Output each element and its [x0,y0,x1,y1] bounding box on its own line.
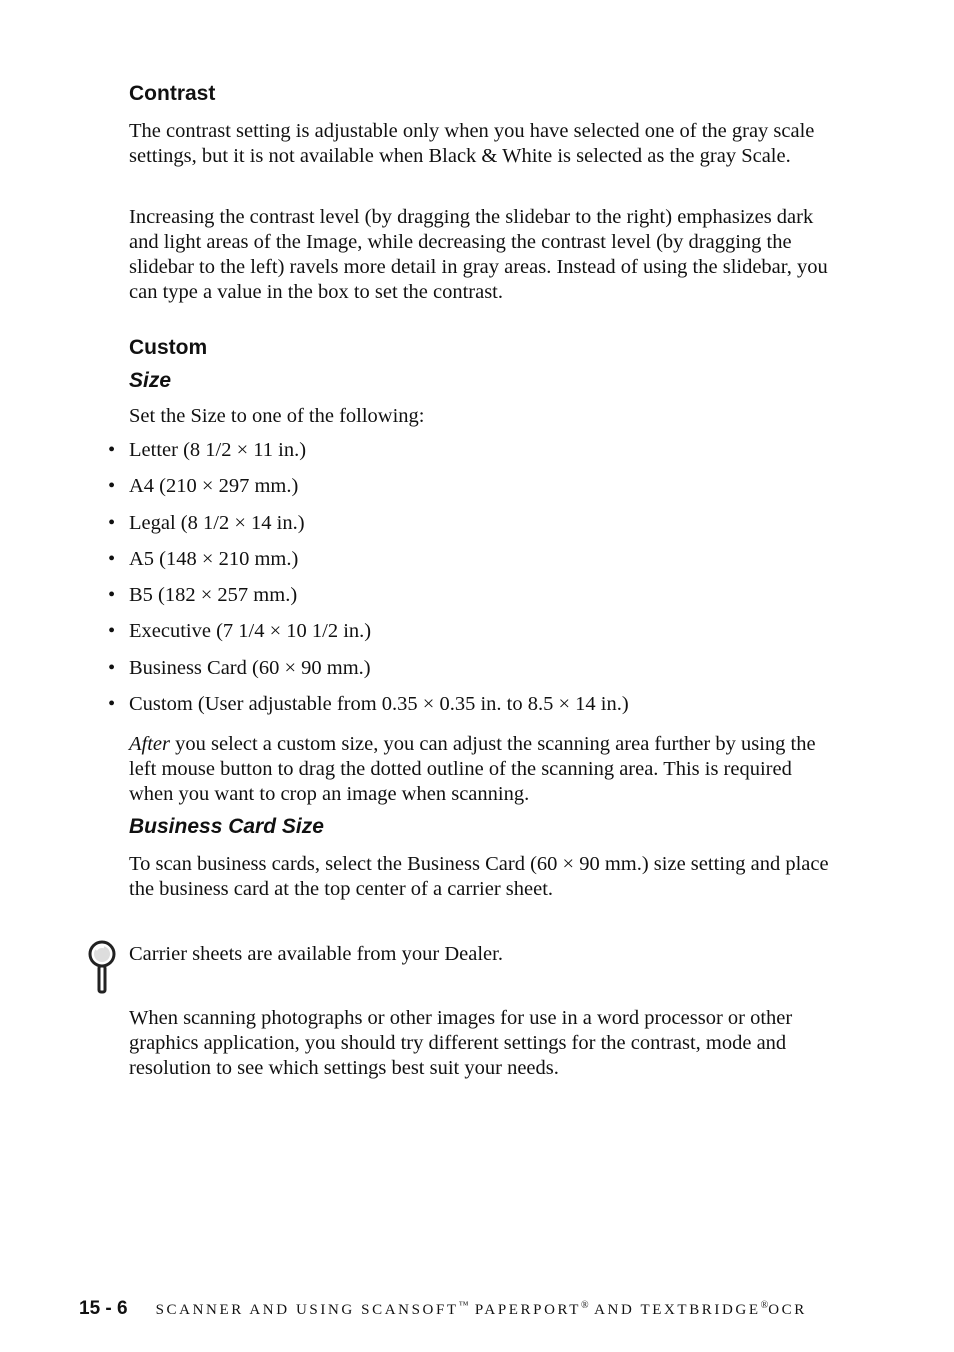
business-card-paragraph: To scan business cards, select the Business Card (60 × 90 mm.) size setting and place the business card at the top center of a carrier sheet. [129,853,829,900]
after-text: you select a custom size, you can adjust the scanning area further by using the left mouse button to drag the dotted outline of the scanning area. This is required when you want to crop an image when scanning. [129,733,816,805]
size-option: Executive (7 1/4 × 10 1/2 in.) [129,620,372,643]
size-option: Custom (User adjustable from 0.35 × 0.35 in. to 8.5 × 14 in.) [129,693,629,716]
business-card-heading: Business Card Size [129,815,324,838]
bullet-icon: • [108,511,116,534]
contrast-heading: Contrast [129,82,216,105]
bullet-icon: • [108,475,116,498]
list-item [108,474,828,510]
size-option: B5 (182 × 257 mm.) [129,584,298,607]
closing-paragraph: When scanning photographs or other images for use in a word processor or other graphics application, you should try different settings for the contrast, mode and resolution to see which settings best suit your needs. [129,1007,793,1079]
size-list [108,438,828,728]
bullet-icon: • [108,620,116,643]
list-item [108,511,828,547]
running-title-part: OCR [768,1302,807,1318]
running-title-part: AND TEXTBRIDGE [588,1302,761,1318]
page-number: 15 - 6 [79,1298,128,1319]
bullet-icon: • [108,584,116,607]
bullet-icon: • [108,693,116,716]
custom-after-paragraph [129,732,829,807]
list-item [108,619,828,655]
after-emphasis: After [129,733,170,755]
running-title-part: PAPERPORT [468,1302,581,1318]
registered-symbol: ® [580,1300,589,1311]
trademark-symbol: ™ [458,1300,469,1311]
size-option: Legal (8 1/2 × 14 in.) [129,511,305,534]
size-heading: Size [129,369,172,392]
size-intro: Set the Size to one of the following: [129,405,425,427]
running-title-part: SCANNER AND USING SCANSOFT [155,1302,459,1318]
size-option: Business Card (60 × 90 mm.) [129,656,371,679]
registered-symbol: ® [760,1300,769,1311]
list-item [108,656,828,692]
bullet-icon: • [108,547,116,570]
bullet-icon: • [108,439,116,461]
list-item [108,438,828,474]
bullet-icon: • [108,656,116,679]
list-item [108,547,828,583]
running-title [156,1302,807,1318]
size-option: A4 (210 × 297 mm.) [129,475,299,498]
list-item [108,583,828,619]
custom-heading: Custom [129,336,208,359]
contrast-paragraph-2: Increasing the contrast level (by dragging the slidebar to the right) emphasizes dark and light areas of the Image, while decreasing the contrast level (by dragging the slidebar to the left) ravels more detail in gray areas. Instead of using the slidebar, you can type a value in the box to set the contrast. [129,206,828,303]
size-option: Letter (8 1/2 × 11 in.) [129,439,307,461]
list-item [108,692,828,728]
note-text: Carrier sheets are available from your Dealer. [129,943,503,965]
magnifier-note-icon [86,940,118,994]
page-footer [79,1298,807,1320]
size-option: A5 (148 × 210 mm.) [129,547,299,570]
contrast-paragraph-1: The contrast setting is adjustable only when you have selected one of the gray scale settings, but it is not available when Black & White is selected as the gray Scale. [129,120,815,167]
